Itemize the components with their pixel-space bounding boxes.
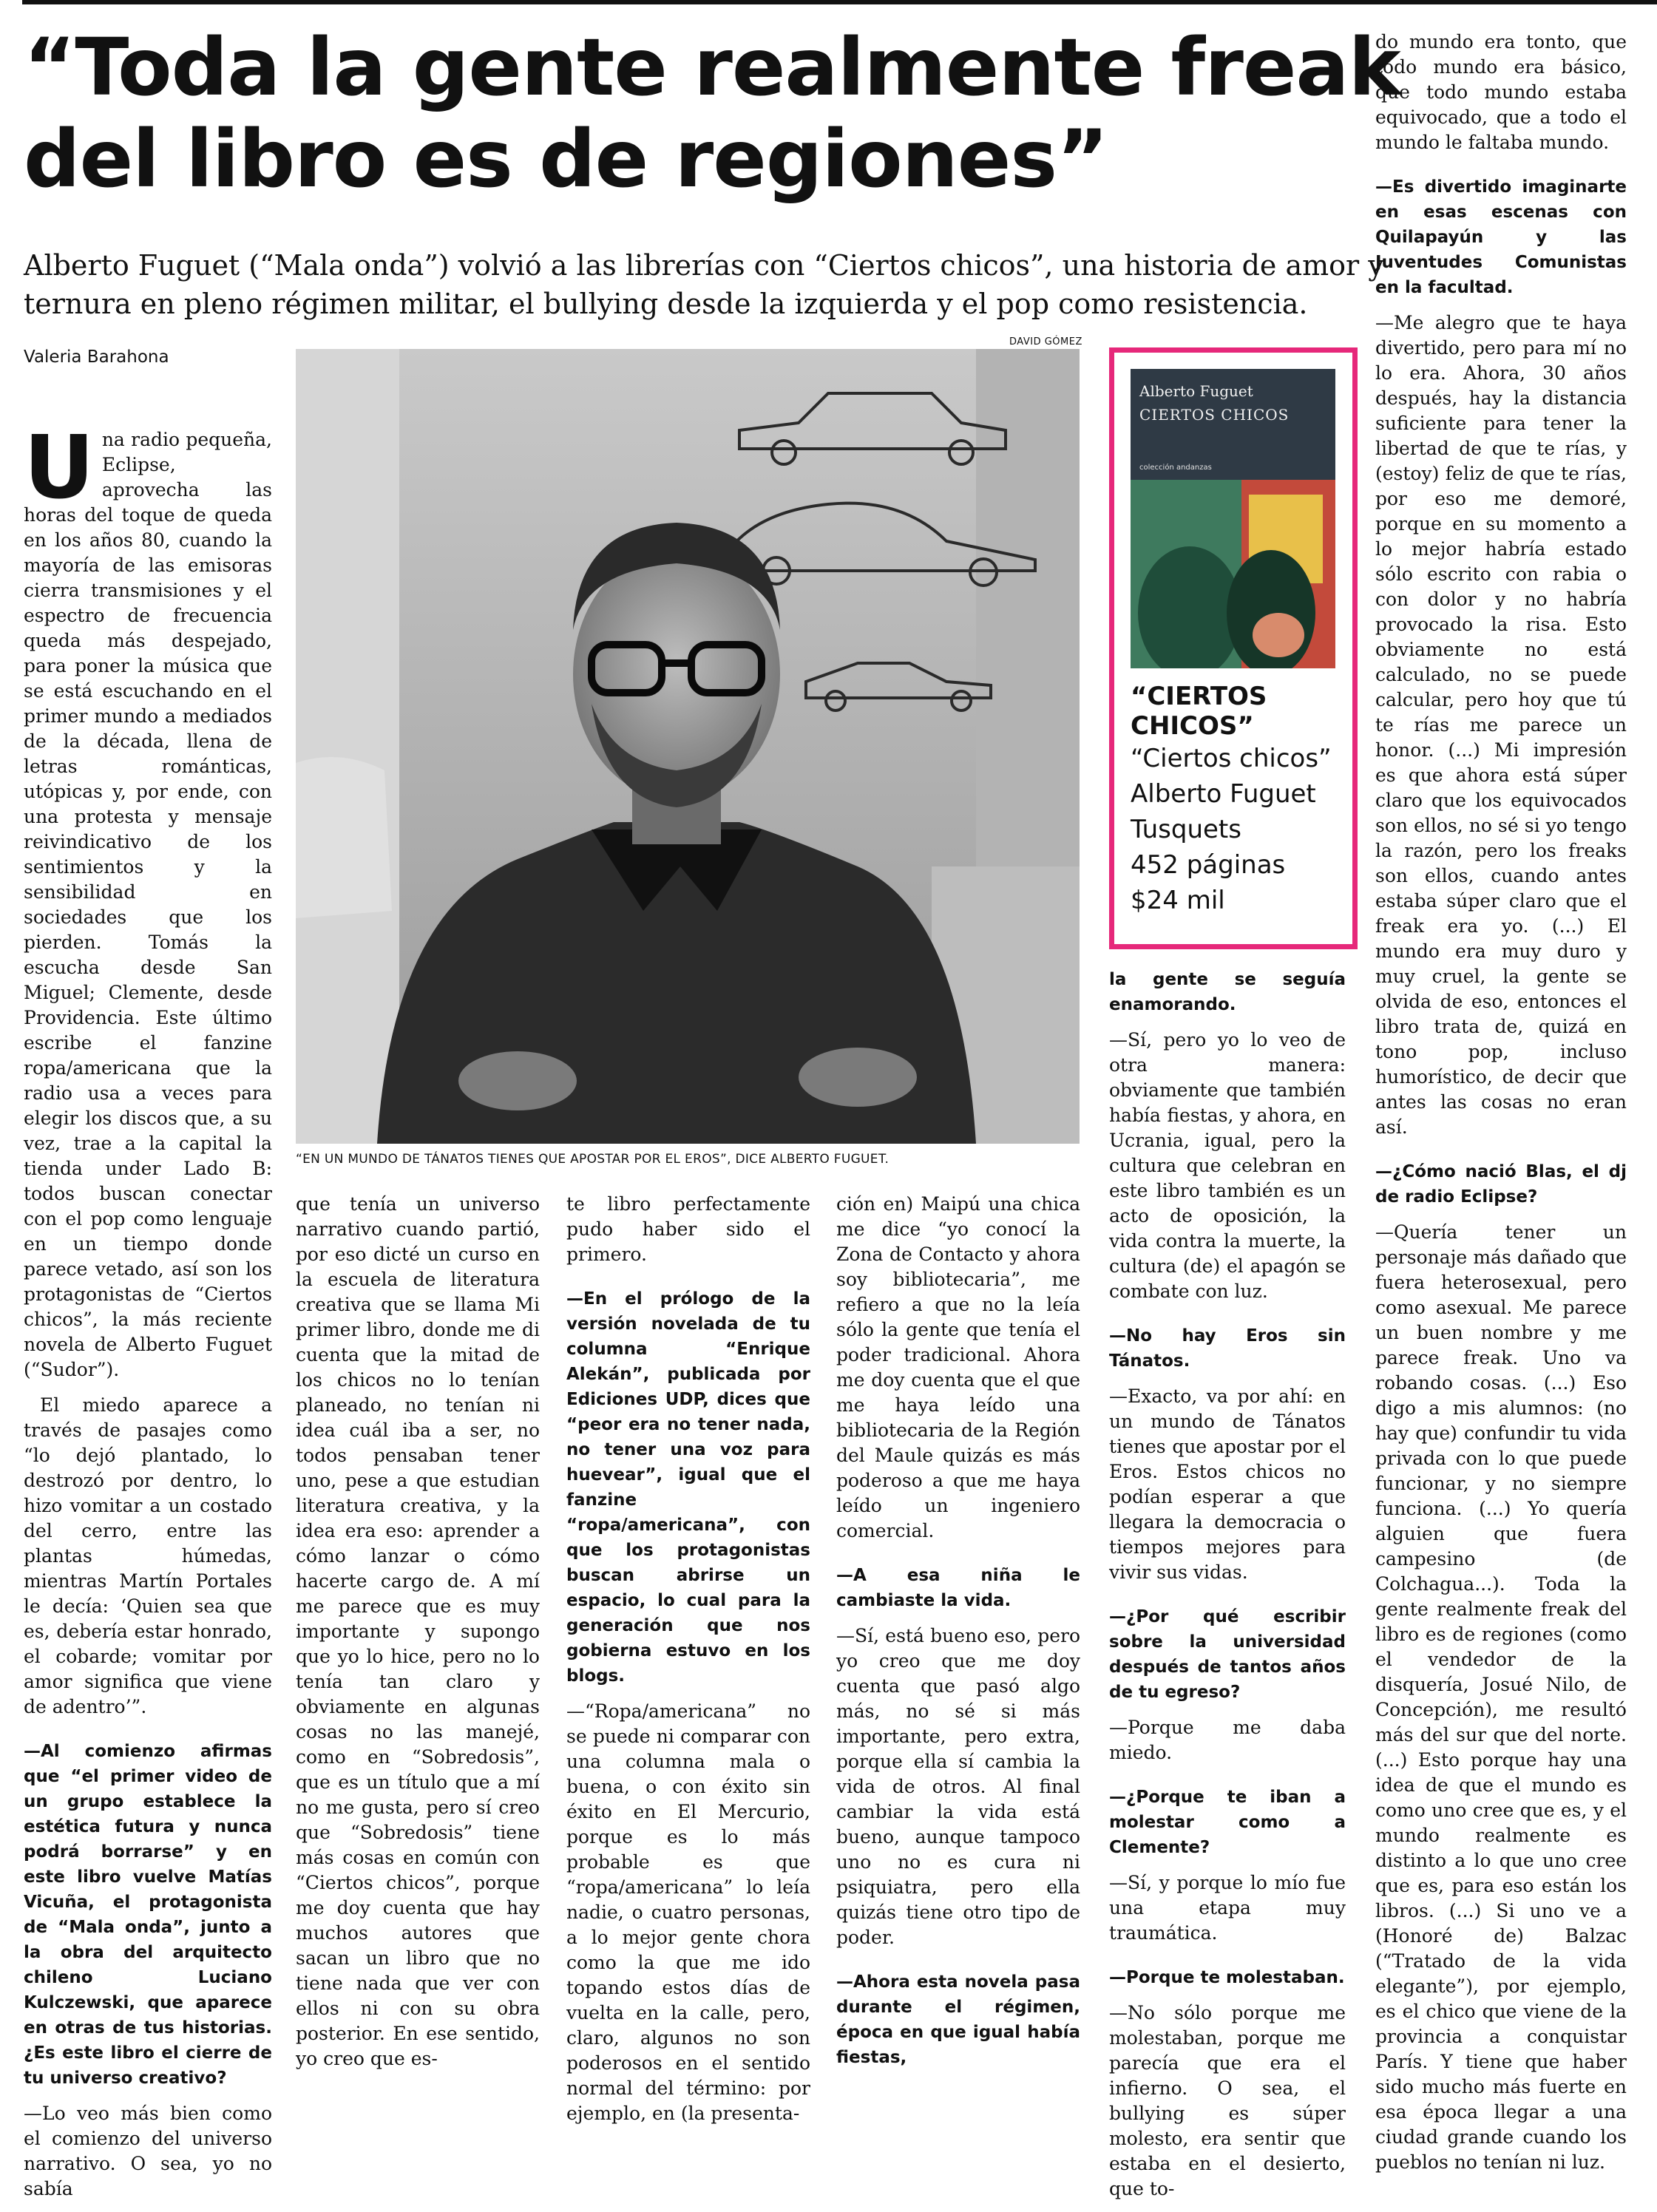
book-publisher: Tusquets bbox=[1131, 815, 1241, 844]
body-column-4 bbox=[836, 1192, 1080, 2080]
interview-answer: —Lo veo más bien como el comienzo del universo narrativo. O sea, yo no sabía bbox=[24, 2103, 272, 2199]
book-price: $24 mil bbox=[1131, 886, 1225, 915]
interview-question: —En el prólogo de la versión novelada de tu columna “Enrique Alekán”, publicada por Ediciones UDP, dices que “peor era no tener nada, no tener una voz para huevear”, igual que el fanzine “ropa/americana”, con que los protagonistas buscan abrirse un espacio, lo cual para la generación que nos gobierna estuvo en los blogs. bbox=[566, 1289, 810, 1686]
body-paragraph: do mundo era tonto, que todo mundo era básico, que todo mundo estaba equivocado, que a todo el mundo le faltaba mundo. bbox=[1375, 31, 1627, 153]
deck-line-1: Alberto Fuguet (“Mala onda”) volvió a las librerías con “Ciertos chicos”, una historia de amor y bbox=[24, 249, 1384, 282]
body-column-5 bbox=[1109, 967, 1346, 2212]
book-details bbox=[1131, 682, 1352, 918]
body-column-2 bbox=[296, 1192, 540, 2082]
book-cover-author: Alberto Fuguet bbox=[1139, 382, 1253, 400]
interview-answer: —Sí, y porque lo mío fue una etapa muy traumática. bbox=[1109, 1872, 1346, 1944]
deck bbox=[24, 246, 1384, 323]
interview-answer: —Sí, está bueno eso, pero yo creo que me doy cuenta que pasó algo más, no sé si más importante, pero extra, porque ella sí cambia la vida de otros. Al final cambiar la vida está bueno, aunque tampoco uno no es cura ni psiquiatra, pero ella quizás tiene otro tipo de poder. bbox=[836, 1625, 1080, 1948]
book-author: Alberto Fuguet bbox=[1131, 779, 1316, 809]
photo-credit: DAVID GÓMEZ bbox=[1009, 336, 1082, 347]
interview-answer: —Me alegro que te haya divertido, pero para mí no lo era. Ahora, 30 años después, hay la distancia suficiente para tener la libertad de que te rías, y (estoy) feliz de que te rías, por eso me demoré, porque en su momento a lo mejor habría estado sólo escrito con rabia o con dolor y no habría provocado la risa. Esto obviamente no está calculado, no se puede calcular, pero hoy que tú te rías me parece un honor. (...) Mi impresión es que ahora está súper claro que los equivocados son ellos, no sé si yo tengo la razón, pero los freaks son ellos, cuando antes estaba súper claro que el freak era yo. (...) El mundo era muy duro y muy cruel, la gente se olvida de eso, entonces el libro trata de, quizá en tono pop, incluso humorístico, de decir que antes las cosas no eran así. bbox=[1375, 312, 1627, 1138]
interview-answer: —No sólo porque me molestaban, porque me parecía que era el infierno. O sea, el bullying es súper molesto, era sentir que estaba en el desierto, que to- bbox=[1109, 2002, 1346, 2199]
interview-answer: —Quería tener un personaje más dañado que fuera heterosexual, pero como asexual. Me parece un buen nombre y me parece freak. Uno va robando cosas. (...) Eso digo a mis alumnos: (no hay que) confundir tu vida privada con lo que puede funcionar, y no siempre funciona. (...) Yo quería alguien que fuera campesino (de Colchagua...). Toda la gente realmente freak del libro es de regiones (como el vendedor de la disquería, Josué Nilo, de Concepción), me resultó más del sur que del norte. (...) Esto porque hay una idea de que el mundo es como uno cree que es, y el mundo realmente es distinto a lo que uno cree que es, para eso están los libros. (...) Si uno ve a (Honoré de) Balzac (“Tratado de la vida elegante”), por ejemplo, es el chico que viene de la provincia a conquistar París. Y tiene que haber sido mucho más fuerte en esa época llegar a una ciudad grande cuando los pueblos no tenían ni luz. bbox=[1375, 1221, 1627, 2173]
body-column-1 bbox=[24, 416, 272, 2212]
author-photo bbox=[296, 349, 1080, 1144]
interview-question: —¿Porque te iban a molestar como a Clemente? bbox=[1109, 1788, 1346, 1857]
photo-caption: “EN UN MUNDO DE TÁNATOS TIENES QUE APOSTAR POR EL EROS”, DICE ALBERTO FUGUET. bbox=[296, 1152, 890, 1167]
deck-line-2: ternura en pleno régimen militar, el bullying desde la izquierda y el pop como resistencia. bbox=[24, 288, 1308, 320]
top-rule bbox=[22, 0, 1657, 4]
interview-question: —¿Cómo nació Blas, el dj de radio Eclipse? bbox=[1375, 1162, 1627, 1207]
interview-question: —Ahora esta novela pasa durante el régimen, época en que igual había fiestas, bbox=[836, 1972, 1080, 2067]
body-paragraph: ción en) Maipú una chica me dice “yo conocí la Zona de Contacto y ahora soy bibliotecaria”, me refiero a que no la leía sólo la gente que tenía el poder tradicional. Ahora me doy cuenta que el que me haya leído una bibliotecaria de la Región del Maule quizás es más poderoso a que me haya leído un ingeniero comercial. bbox=[836, 1193, 1080, 1541]
body-paragraph: te libro perfectamente pudo haber sido el primero. bbox=[566, 1193, 810, 1265]
body-paragraph: que tenía un universo narrativo cuando partió, por eso dicté un curso en la escuela de literatura creativa que se llama Mi primer libro, donde me di cuenta que la mitad de los chicos no lo tenían planeado, no tenían ni idea cuál iba a ser, no todos pensaban tener uno, pese a que estudian literatura creativa, y la idea era eso: aprender a cómo lanzar o cómo hacerte cargo de. A mí me parece que es muy importante y supongo que yo lo hice, pero no lo tenía tan claro y obviamente en algunas cosas no las manejé, como en “Sobredosis”, que es un título que a mí no me gusta, pero sí creo que “Sobredosis” tiene más cosas en común con “Ciertos chicos”, porque me doy cuenta que hay muchos autores que sacan un libro que no tiene nada que ver con ellos ni con su obra posterior. En ese sentido, yo creo que es- bbox=[296, 1193, 540, 2069]
drop-cap: U bbox=[24, 416, 95, 518]
book-cover-collection: colección andanzas bbox=[1139, 464, 1212, 472]
body-column-6 bbox=[1375, 30, 1627, 2185]
book-info-box bbox=[1109, 347, 1358, 949]
interview-question: —Porque te molestaban. bbox=[1109, 1968, 1345, 1987]
interview-answer: —Porque me daba miedo. bbox=[1109, 1717, 1346, 1763]
interview-question: —A esa niña le cambiaste la vida. bbox=[836, 1566, 1080, 1610]
interview-question: la gente se seguía enamorando. bbox=[1109, 970, 1346, 1014]
book-title: “Ciertos chicos” bbox=[1131, 744, 1332, 773]
interview-question: —Al comienzo afirmas que “el primer video de un grupo establece la estética futura y nunca podrá borrarse” y en este libro vuelve Matías Vicuña, el protagonista de “Mala onda”, junto a la obra del arquitecto chileno Luciano Kulczewski, que aparece en otras de tus historias. ¿Es este libro el cierre de tu universo creativo? bbox=[24, 1742, 272, 2088]
interview-answer: —Exacto, va por ahí: en un mundo de Tánatos tienes que apostar por el Eros. Estos chicos no podían esperar a que llegara la democracia o tiempos mejores para vivir sus vidas. bbox=[1109, 1385, 1346, 1583]
body-paragraph: El miedo aparece a través de pasajes como “lo dejó plantado, lo destrozó por dentro, lo hizo vomitar a un costado del cerro, entre las plantas húmedas, mientras Martín Portales le decía: ‘Quien sea que es, debería estar honrado, el cobarde; vomitar por amor significa que viene de adentro’”. bbox=[24, 1394, 272, 1717]
body-text: na radio pequeña, Eclipse, aprovecha las horas del toque de queda en los años 80, cuando la mayoría de las emisoras cierra transmisiones y el espectro de frecuencia queda más despejado, para poner la música que se está escuchando en el primer mundo a mediados de la década, llena de letras románticas, utópicas y, por ende, con una protesta y mensaje reivindicativo de los sentimientos y la sensibilidad en sociedades que los pierden. Tomás la escucha desde San Miguel; Clemente, desde Providencia. Este último escribe el fanzine ropa/americana que la radio usa a veces para elegir los discos que, a su vez, trae a la capital la tienda under Lado B: todos buscan conectar con el pop como lenguaje en un tiempo donde parece vetado, así son los protagonistas de “Ciertos chicos”, la más reciente novela de Alberto Fuguet (“Sudor”). bbox=[24, 429, 272, 1380]
book-pages: 452 páginas bbox=[1131, 850, 1286, 880]
interview-question: —¿Por qué escribir sobre la universidad después de tantos años de tu egreso? bbox=[1109, 1607, 1346, 1702]
body-paragraph bbox=[24, 416, 272, 1382]
interview-answer: —Sí, pero yo lo veo de otra manera: obviamente que también había fiestas, y ahora, en Ucrania, igual, pero la cultura que celebran en este libro también es un acto de oposición, la vida contra la muerte, la cultura (de) el apagón se combate con luz. bbox=[1109, 1029, 1346, 1302]
headline-line-2: del libro es de regiones” bbox=[24, 114, 1108, 206]
book-title-caps: “CIERTOS CHICOS” bbox=[1131, 682, 1267, 741]
interview-question: —Es divertido imaginarte en esas escenas con Quilapayún y las Juventudes Comunistas en la facultad. bbox=[1375, 177, 1627, 297]
byline: Valeria Barahona bbox=[24, 347, 169, 367]
body-column-3 bbox=[566, 1192, 810, 2137]
interview-question: —No hay Eros sin Tánatos. bbox=[1109, 1326, 1346, 1371]
headline-line-1: “Toda la gente realmente freak bbox=[24, 22, 1400, 114]
book-cover-title: CIERTOS CHICOS bbox=[1139, 406, 1290, 424]
headline bbox=[24, 22, 1400, 206]
interview-answer: —“Ropa/americana” no se puede ni comparar con una columna mala o buena, o con éxito sin éxito en El Mercurio, porque es lo más probable es que “ropa/americana” lo leía nadie, o cuatro personas, a lo mejor gente chora como la que me ido topando estos días de vuelta en la calle, pero, claro, algunos no son poderosos en el sentido normal del término: por ejemplo, en (la presenta- bbox=[566, 1700, 810, 2124]
